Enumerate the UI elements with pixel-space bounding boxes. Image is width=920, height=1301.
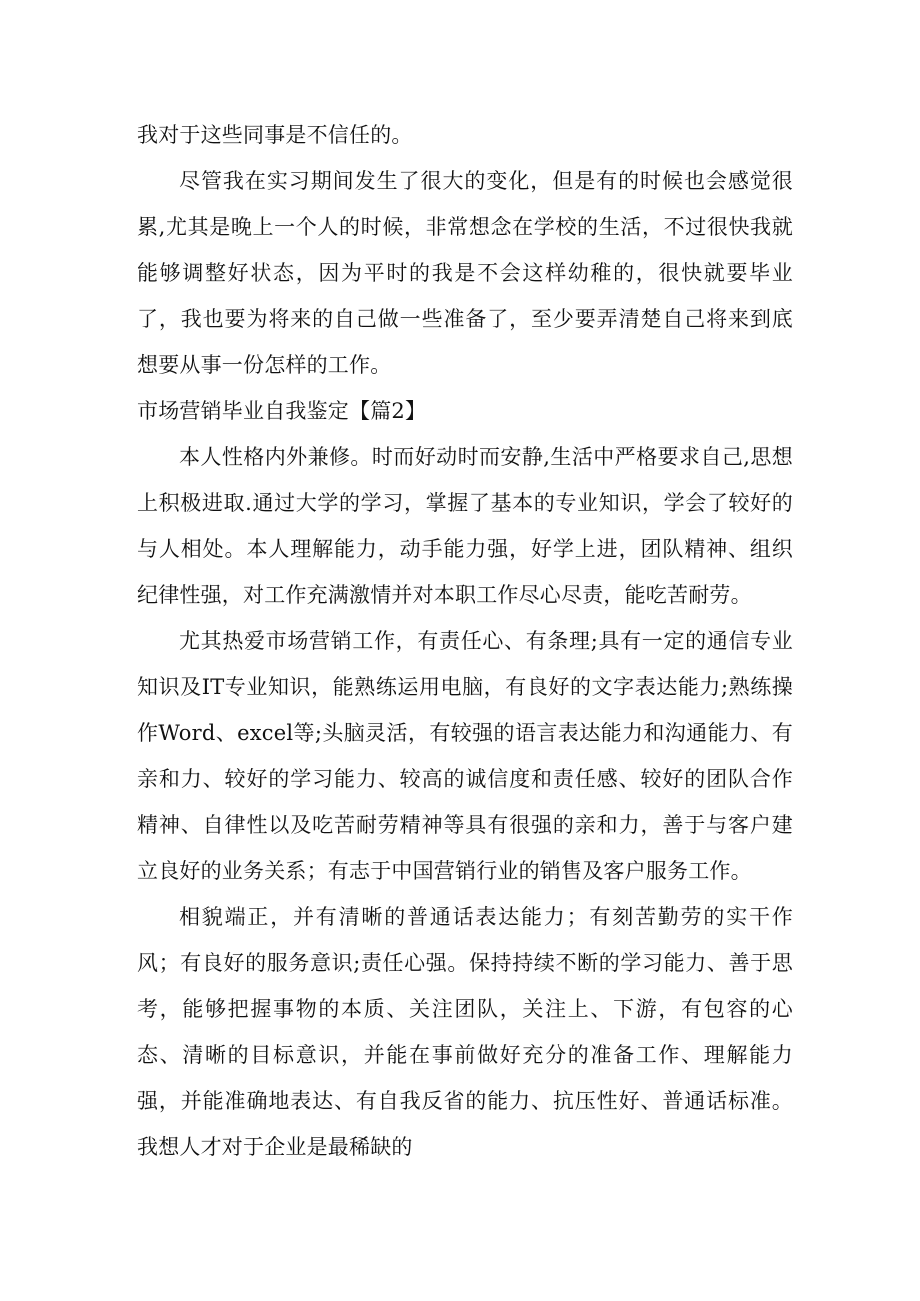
paragraph-internship-reflection: 尽管我在实习期间发生了很大的变化，但是有的时候也会感觉很累,尤其是晚上一个人的时候，非常想念在学校的生活，不过很快我就能够调整好状态，因为平时的我是不会这样幼稚的，很快就要毕业了，我也要为将来的自己做一些准备了，至少要弄清楚自己将来到底想要从事一份怎样的工作。 — [137, 169, 793, 377]
section-heading: 市场营销毕业自我鉴定【篇2】 — [137, 399, 427, 423]
paragraph-appearance-service: 相貌端正，并有清晰的普通话表达能力；有刻苦勤劳的实干作风；有良好的服务意识;责任心强。保持持续不断的学习能力、善于思考，能够把握事物的本质、关注团队，关注上、下游，有包容的心态、清晰的目标意识，并能在事前做好充分的准备工作、理解能力强，并能准确地表达、有自我反省的能力、抗压性好、普通话标准。我想人才对于企业是最稀缺的 — [137, 905, 793, 1159]
paragraph-marketing-skills: 尤其热爱市场营销工作，有责任心、有条理;具有一定的通信专业知识及IT专业知识，能熟练运用电脑，有良好的文字表达能力;熟练操作Word、excel等;头脑灵活，有较强的语言表达能力和沟通能力、有亲和力、较好的学习能力、较高的诚信度和责任感、较好的团队合作精神、自律性以及吃苦耐劳精神等具有很强的亲和力，善于与客户建立良好的业务关系；有志于中国营销行业的销售及客户服务工作。 — [137, 629, 793, 883]
paragraph-continuation: 我对于这些同事是不信任的。 — [137, 123, 413, 147]
paragraph-personality: 本人性格内外兼修。时而好动时而安静,生活中严格要求自己,思想上积极进取.通过大学的学习，掌握了基本的专业知识，学会了较好的与人相处。本人理解能力，动手能力强，好学上进，团队精神、组织纪律性强，对工作充满激情并对本职工作尽心尽责，能吃苦耐劳。 — [137, 445, 793, 607]
document-body — [137, 112, 793, 1170]
